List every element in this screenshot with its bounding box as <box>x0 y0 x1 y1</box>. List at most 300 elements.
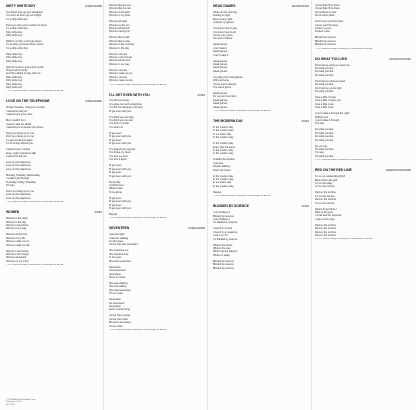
lyric-line: Thursday, Friday, Saturday <box>6 180 36 184</box>
lyric-line: Women in my way <box>6 227 27 231</box>
lyric-line: Blinded by science <box>213 214 234 218</box>
lyric-line: Head games <box>213 43 228 47</box>
song-block <box>109 4 205 87</box>
lyric-line: So seventeen <box>109 301 125 305</box>
lyric-line: She was seventeen <box>109 288 131 292</box>
lyric-line: I see it on TV <box>213 234 228 238</box>
lyric-line: I read it in a book <box>213 227 232 231</box>
lyric-line: In the modern way <box>213 184 234 188</box>
lyric-line: Was so far gone <box>315 211 334 215</box>
song-title: BLINDED BY SCIENCE <box>213 204 249 209</box>
song-title: DO WHAT YOU LIKE <box>315 56 348 61</box>
footer-line: © 1979 Atlantic Recording Corp. <box>6 398 36 401</box>
lyric-line: With everyone <box>213 79 229 83</box>
lyric-line: Women in my way <box>109 62 130 66</box>
lyric-line: The same game <box>213 86 232 89</box>
lyric-line: I can't believe it <box>213 217 230 221</box>
lyric-line: But I couldn't do it <box>6 119 26 123</box>
lyric-line: What is the future <box>213 243 233 247</box>
lyric-line: Do what you like <box>315 70 334 74</box>
lyric-line: I'll get even <box>109 171 122 175</box>
lyric-line: Dirty white boy <box>6 33 23 37</box>
lyrics-column-2 <box>109 4 205 338</box>
lyric-line: Dirty white boy <box>6 79 23 83</box>
lyric-line: Women in the morning <box>109 43 135 47</box>
lyric-line: I'll get even <box>109 164 122 168</box>
column-divider <box>311 0 312 410</box>
lyric-line: Head games <box>213 66 228 70</box>
lyric-line: You'll find out <box>109 183 124 187</box>
song-block <box>6 99 102 204</box>
lyric-line: Without you <box>315 115 329 119</box>
lyric-line: I was on the edge <box>315 217 335 221</box>
lyric-line: You know how to win <box>213 30 237 34</box>
center-fold <box>207 0 208 410</box>
lyric-line: Don't you hang up on me <box>6 190 34 193</box>
copyright-credit: © 1979 Somerset Songs Publishing Inc & Evansongs Ltd. ASCAP <box>6 264 64 267</box>
lyric-line: Some other place <box>315 14 335 18</box>
lyric-line: Women like the sun <box>109 4 131 7</box>
lyric-line: Do what you like <box>315 66 334 70</box>
song-heading <box>213 204 309 209</box>
songwriter-credit: JONES/GRAMM <box>84 100 102 104</box>
lyric-line: In a modern day <box>213 181 231 185</box>
footer-line: Printed in U.S.A. <box>6 401 22 404</box>
lyric-line: I'll get even with you <box>109 200 132 204</box>
song-title: DIRTY WHITE BOY <box>6 4 36 8</box>
lyric-line: Dirty white boy <box>6 82 23 86</box>
lyric-line: In the modern way <box>213 152 234 156</box>
lyric-line: Woke up this morning <box>213 10 238 14</box>
lyric-line: Women like the rain <box>109 7 131 11</box>
lyric-line: I'm blinded by science <box>213 237 238 241</box>
song-title: WOMEN <box>6 210 20 215</box>
lyric-line: Blinded by science <box>315 36 336 40</box>
lyric-line: I know she's young <box>109 314 131 318</box>
lyric-line: Feeling so right <box>213 14 230 18</box>
lyric-line: I can't make it through the night <box>315 112 350 116</box>
lyric-line: I'm on the red line <box>315 201 335 205</box>
song-block <box>315 57 411 163</box>
lyric-line: 'Cause I was too afraid <box>6 122 32 126</box>
lyric-line: I know you're playing <box>213 82 237 86</box>
copyright-credit: © 1979 Somerset Songs Publishing Inc & Evansongs Ltd. ASCAP <box>109 328 167 331</box>
lyric-line: Every day the same <box>213 145 236 149</box>
lyric-line: She was talking <box>109 285 127 289</box>
lyric-line: Forever young <box>315 27 332 31</box>
lyric-line: Women I can't forget <box>6 252 29 256</box>
lyric-line: Women in the day <box>109 46 130 50</box>
song-block <box>6 4 102 93</box>
lyric-line: I'm gonna call you again <box>6 138 33 142</box>
lyric-line: I'm on the edge <box>315 182 333 185</box>
lyric-line: Down the street <box>213 168 231 172</box>
songwriter-credit: JONES <box>301 120 309 124</box>
lyric-line: Love on the telephone <box>6 196 31 200</box>
lyric-line: Wasn't long before I <box>315 207 337 211</box>
lyric-line: In the modern day <box>213 125 234 129</box>
lyric-line: You can't let them go out tonight <box>6 14 42 18</box>
lyric-line: Blinded by science <box>213 266 234 270</box>
lyric-line: Late last night <box>109 233 125 237</box>
lyric-line: Head games <box>213 105 228 109</box>
songwriter-credit: JONES <box>94 211 102 215</box>
lyric-line: All day Tuesday, I had your number <box>6 106 45 110</box>
lyric-line: Blinded by science <box>213 259 234 263</box>
lyric-line: Forever mine <box>315 30 330 34</box>
lyric-line: I'll get even with you <box>109 174 132 178</box>
lyric-line: Women in my brain <box>109 14 131 18</box>
lyric-line: Do what you like <box>315 131 334 135</box>
lyric-line: Do what you like <box>315 73 334 77</box>
lyric-line: What's gonna happen <box>213 250 238 254</box>
lyric-line: Give a little more <box>315 106 334 110</box>
lyric-line: Women like to play <box>109 39 130 43</box>
lyric-line: I know you'll be there <box>315 23 339 27</box>
lyric-line: I saw her walking <box>109 236 129 240</box>
lyric-line: You say <box>315 151 324 155</box>
lyric-line: Head games <box>213 69 228 73</box>
lyric-line: I'm a dirty white boy <box>6 17 28 21</box>
song-heading <box>213 4 309 9</box>
lyric-line: You took it in <box>109 125 124 129</box>
lyric-line: Do what you like <box>315 128 334 132</box>
copyright-credit: © 1979 Somerset Songs Publishing Inc & Evansongs Ltd. ASCAP <box>109 83 167 86</box>
lyric-line: What is the way <box>213 246 231 250</box>
song-block <box>315 168 411 241</box>
lyric-line: In the modern day <box>213 174 234 178</box>
lyric-line: Monday, Tuesday, Wednesday <box>6 173 40 177</box>
lyric-line: Oh so mean <box>109 324 123 328</box>
lyric-line: Seventeen <box>109 304 121 308</box>
lyric-line: Women on my mind <box>6 259 29 263</box>
record-label-footer <box>6 399 66 407</box>
lyric-line: I knew she was seventeen <box>109 243 139 247</box>
lyric-line: I'm so dirty you know what I mean <box>6 43 44 47</box>
lyric-line: Women all night <box>109 20 127 24</box>
songwriter-credit: GRAMM/JONES <box>291 5 309 8</box>
song-heading <box>6 210 102 215</box>
lyric-line: Women all around <box>109 27 130 31</box>
lyric-line: I'm so lonely without you <box>6 142 33 146</box>
lyric-line: You did me wrong <box>109 99 129 103</box>
lyric-line: Head games <box>213 62 228 66</box>
lyric-line: Give a little more <box>315 102 334 106</box>
lyric-line: Do what you like <box>315 135 334 139</box>
lyric-line: Don't tell me you're right <box>315 86 342 90</box>
lyric-line: She's so mean <box>109 275 126 279</box>
lyric-line: But she's seventeen <box>109 321 132 325</box>
lyric-line: Women having fun <box>109 30 130 34</box>
songwriter-credit: GREENWOOD/GRAMM <box>385 169 411 173</box>
lyric-line: Dirty white boy <box>6 52 23 56</box>
song-title: HEAD GAMES <box>213 4 236 8</box>
lyric-line: Women all around <box>6 256 27 260</box>
lyric-line: You broke my heart <box>109 151 131 155</box>
lyric-line: Women make me die <box>109 79 133 83</box>
lyrics-column-3 <box>213 4 309 276</box>
lyric-line: Don't you want your mothers to know <box>6 23 47 27</box>
song-title: RED ON THE RED LINE <box>315 168 352 173</box>
lyric-line: No way <box>6 184 15 187</box>
lyric-line: You play your head games <box>213 75 243 79</box>
lyric-line: Head games <box>213 50 228 54</box>
lyric-line: Outside the window <box>213 158 235 162</box>
copyright-credit: © 1979 Somerset Songs Publishing Inc & Evansongs Ltd. ASCAP <box>213 195 271 198</box>
song-title: LOVE ON THE TELEPHONE <box>6 99 50 104</box>
lyric-line: Women on the run <box>109 23 130 27</box>
lyric-line: I'll get even with you <box>109 135 132 139</box>
lyric-line: Been a long night <box>213 17 233 21</box>
lyric-line: Red on the red line <box>315 227 336 231</box>
lyric-line: I'm a dirty white boy <box>6 46 28 50</box>
songwriter-credit: JONES/GRAMM <box>84 5 102 8</box>
copyright-credit: © 1979 Somerset Songs Publishing Inc & Evansongs Ltd. ASCAP <box>213 110 271 113</box>
lyrics-column-1 <box>6 4 102 273</box>
lyric-line: I wanted you to answer the phone <box>6 125 44 129</box>
lyric-line: I'm on an outstanding finish <box>315 175 346 179</box>
lyric-line: You gave me such a bad time <box>109 102 142 106</box>
lyric-line: I can't make it through <box>315 119 340 123</box>
lyric-line: You played your games <box>109 148 135 152</box>
lyric-line: In her eyes <box>109 256 122 260</box>
lyric-line: In a modern day <box>213 132 231 136</box>
lyric-line: I'll get even <box>109 196 122 200</box>
lyric-line: I can't take it <box>213 46 227 50</box>
lyric-line: You think you can win <box>109 119 133 123</box>
lyric-line: Been drivin' all night <box>315 178 338 182</box>
lyric-line: Do what you like <box>315 138 334 142</box>
lyric-line: I know she's wild <box>109 317 128 321</box>
lyric-line: Seventeen <box>109 265 121 269</box>
lyric-line: Seventeen <box>109 272 121 276</box>
lyric-line: I read it in a magazine <box>213 230 238 234</box>
lyric-line: She smiled at me <box>109 249 129 253</box>
lyric-line: On the street <box>109 240 124 244</box>
lyric-line: She had that look <box>109 252 129 256</box>
lyric-line: Blinded by science <box>213 263 234 267</box>
lyric-line: Don't tell me what you want <box>315 79 346 83</box>
lyric-line: Repeat <box>213 190 222 194</box>
lyric-line: I'll get even <box>109 131 122 135</box>
song-title: SEVENTEEN <box>109 226 130 231</box>
songwriter-credit: JONES <box>197 93 205 97</box>
lyric-line: You tore my soul <box>109 154 128 158</box>
lyric-line: Women in my life <box>6 236 26 240</box>
song-title: I'LL GET EVEN WITH YOU <box>109 92 150 97</box>
lyric-line: I'll get even <box>109 138 122 142</box>
lyric-line: Love on the telephone <box>6 164 31 168</box>
lyric-line: Red on the red line <box>315 198 336 202</box>
lyric-line: I'll get even with you <box>109 142 132 146</box>
lyric-line: Do what you like <box>315 148 334 152</box>
lyric-line: Women I can't resist <box>6 249 29 253</box>
lyric-line: Women in the dark <box>109 10 130 14</box>
lyric-line: Somewhere in time <box>315 10 337 14</box>
song-block <box>109 93 205 221</box>
lyric-line: Dirty white boy <box>6 86 23 89</box>
lyric-line: I played my games <box>213 21 234 25</box>
song-heading <box>315 57 411 62</box>
lyric-line: What's in today <box>213 253 230 257</box>
lyric-line: Dirty white boy <box>6 56 23 60</box>
lyric-line: Such a mean thing <box>109 308 130 312</box>
lyric-line: Give a little, I'll give <box>315 96 336 99</box>
lyric-line: She was walking <box>109 281 128 285</box>
lyric-line: You better lock up your daughters <box>6 10 44 14</box>
songwriter-credit: MCDONALD/JONES <box>389 57 411 61</box>
lyric-line: So you say <box>315 144 328 148</box>
lyric-line: Women all the time <box>109 59 131 63</box>
lyric-line: I'll get even <box>109 203 122 207</box>
lyric-line: Women, women <box>109 75 128 79</box>
lyric-line: In the modern day <box>213 148 234 152</box>
lyric-line: In the modern day <box>213 142 234 146</box>
copyright-credit: © 1979 Somerset Songs Publishing Inc & Evansongs Ltd. ASCAP <box>6 201 64 204</box>
lyric-line: Love on the telephone <box>6 193 31 197</box>
lyric-line: I've seen it before <box>213 37 233 41</box>
song-block <box>213 204 309 270</box>
lyric-line: In the modern way <box>213 178 234 181</box>
column-divider <box>103 0 104 410</box>
lyric-line: In the modern way <box>213 129 234 133</box>
song-heading <box>109 226 205 231</box>
lyric-line: I know that I'll be there <box>315 4 340 7</box>
lyrics-column-4 <box>315 4 411 247</box>
lyric-line: Do what you like <box>315 83 334 87</box>
lyric-line: Give a little, I'll give you <box>315 99 341 103</box>
lyric-line: It's you and me baby <box>213 95 236 99</box>
lyric-line: Head games <box>213 98 228 102</box>
lyric-line: I know your game <box>213 33 233 37</box>
lyric-line: She was seventeen <box>109 259 131 263</box>
lyric-line: Women everywhere <box>6 223 29 227</box>
lyric-line: Don't you hang up on me <box>6 135 34 139</box>
song-heading <box>109 93 205 98</box>
lyric-line: Women in the day <box>6 220 27 224</box>
lyric-line: I could feel the pressure <box>315 214 342 218</box>
lyric-line: Head games <box>213 92 228 95</box>
lyric-line: Every night I wanted to talk <box>6 151 36 155</box>
lyric-line: People walking <box>213 165 230 169</box>
lyric-line: Blinded by science <box>315 43 336 47</box>
song-block <box>109 226 205 332</box>
song-block <box>213 119 309 198</box>
lyric-line: I'm a dirty white boy <box>6 27 28 31</box>
song-heading <box>213 119 309 124</box>
lyric-line: The day <box>315 122 325 126</box>
lyric-line: Just seventeen <box>109 269 126 273</box>
song-block <box>315 4 411 51</box>
lyric-line: You know how to play <box>213 27 237 31</box>
lyric-line: I'll get even with you <box>109 167 132 171</box>
copyright-credit: © 1979 Somerset Songs Publishing Inc & Evansongs Ltd. ASCAP <box>6 90 64 93</box>
lyric-line: Women make me cry <box>6 240 30 244</box>
lyric-line: I can't make it <box>213 53 229 57</box>
lyric-line: Head games <box>213 59 228 63</box>
lyric-line: You tore it apart <box>109 158 127 162</box>
lyric-line: Women in the night <box>6 217 28 221</box>
lyric-line: I'm blinded by science <box>213 221 238 225</box>
lyric-line: Women I can't forget <box>109 56 132 60</box>
copyright-credit: © 1979 Somerset Songs Publishing Inc & Evansongs Ltd. ASCAP <box>315 238 373 241</box>
lyric-line: I wanted your number <box>6 148 31 152</box>
lyric-line: Women come in and out of my life <box>6 65 44 69</box>
lyric-line: You think you can play <box>109 115 134 119</box>
song-block <box>213 4 309 113</box>
songwriter-credit: JONES <box>301 205 309 209</box>
lyric-line: Women all the time <box>6 233 28 237</box>
lyric-line: I can't believe it <box>213 211 230 215</box>
lyric-line: I couldn't get through <box>6 177 30 181</box>
lyric-line: In the modern way <box>213 136 234 140</box>
copyright-credit: © 1979 Somerset Songs Publishing Inc & Evansongs Ltd. ASCAP <box>315 47 373 50</box>
lyric-line: Do what you like <box>315 90 334 93</box>
songwriter-credit: JONES/GRAMM <box>187 227 205 231</box>
lyric-line: Dirty white boy <box>6 75 23 79</box>
lyric-line: I know that I'll be there <box>315 7 340 11</box>
lyric-line: Women like to talk <box>109 36 130 40</box>
lyric-line: I wanted to call you <box>6 109 28 113</box>
lyric-line: I'll get even with you <box>109 109 132 113</box>
lyric-line: Dirty white boy <box>6 30 23 34</box>
lyric-line: I wanted to tell you <box>6 154 27 158</box>
lyric-line: What it's like <box>109 187 123 191</box>
lyric-line: Don't you hang up on me <box>6 131 34 135</box>
lyric-line: Love on the telephone <box>6 167 31 171</box>
song-heading <box>6 4 102 9</box>
lyric-line: I can see <box>213 161 224 165</box>
lyric-line: To be alone <box>109 190 122 194</box>
lyric-line: Women, women <box>109 68 128 72</box>
lyric-line: Women, women <box>109 52 128 56</box>
lyric-line: Seventeen <box>109 298 121 302</box>
lyric-line: Do what you like <box>315 154 334 158</box>
song-block <box>6 210 102 267</box>
lyric-line: Red on the red line <box>315 234 336 238</box>
lyric-line: They're all so pretty <box>6 68 28 72</box>
lyric-line: Women make me die <box>6 243 30 247</box>
copyright-credit: © 1979 Somerset Songs Publishing Inc & Evansongs Ltd. ASCAP <box>315 159 373 162</box>
lyric-line: Red on the red line <box>315 223 336 227</box>
lyric-line: Red on the red line <box>315 230 336 234</box>
lyric-line: Well I'm so dirty I can't get clean <box>6 39 42 43</box>
lyric-line: Dirty white boy <box>6 59 23 63</box>
song-heading <box>6 99 102 104</box>
lyric-line: I wanted you to be mine <box>6 113 33 117</box>
lyric-line: You left me hanging on the line <box>109 106 143 110</box>
lyric-line: I'm on the red line <box>315 185 335 189</box>
lyric-line: Love on the telephone <box>6 160 31 164</box>
lyric-line: Head games <box>213 102 228 106</box>
lyric-line: Blinded by science <box>315 39 336 43</box>
lyric-line: I'm on the red line <box>315 194 335 198</box>
lyric-line: Repeat <box>109 212 118 216</box>
footer-line: SD 19251 <box>6 404 16 407</box>
lyric-line: Oh so mean <box>109 292 123 296</box>
lyric-line: Red on the red line <box>315 191 336 195</box>
lyric-line: You took my heart <box>109 122 129 126</box>
lyric-line: I'll get even with you <box>109 206 132 210</box>
lyric-line: Some day <box>109 180 121 184</box>
lyric-line: And they all like to stay with me <box>6 72 41 76</box>
lyric-line: And I know you'll be there <box>315 20 344 24</box>
lyric-line: Don't tell me what you want me <box>315 63 350 67</box>
song-heading <box>315 168 411 173</box>
song-title: THE MODERN DAY <box>213 119 243 124</box>
lyric-line: Women make me cry <box>109 72 133 76</box>
copyright-credit: © 1979 Somerset Songs Publishing Inc & Evansongs Ltd. ASCAP <box>109 217 167 220</box>
